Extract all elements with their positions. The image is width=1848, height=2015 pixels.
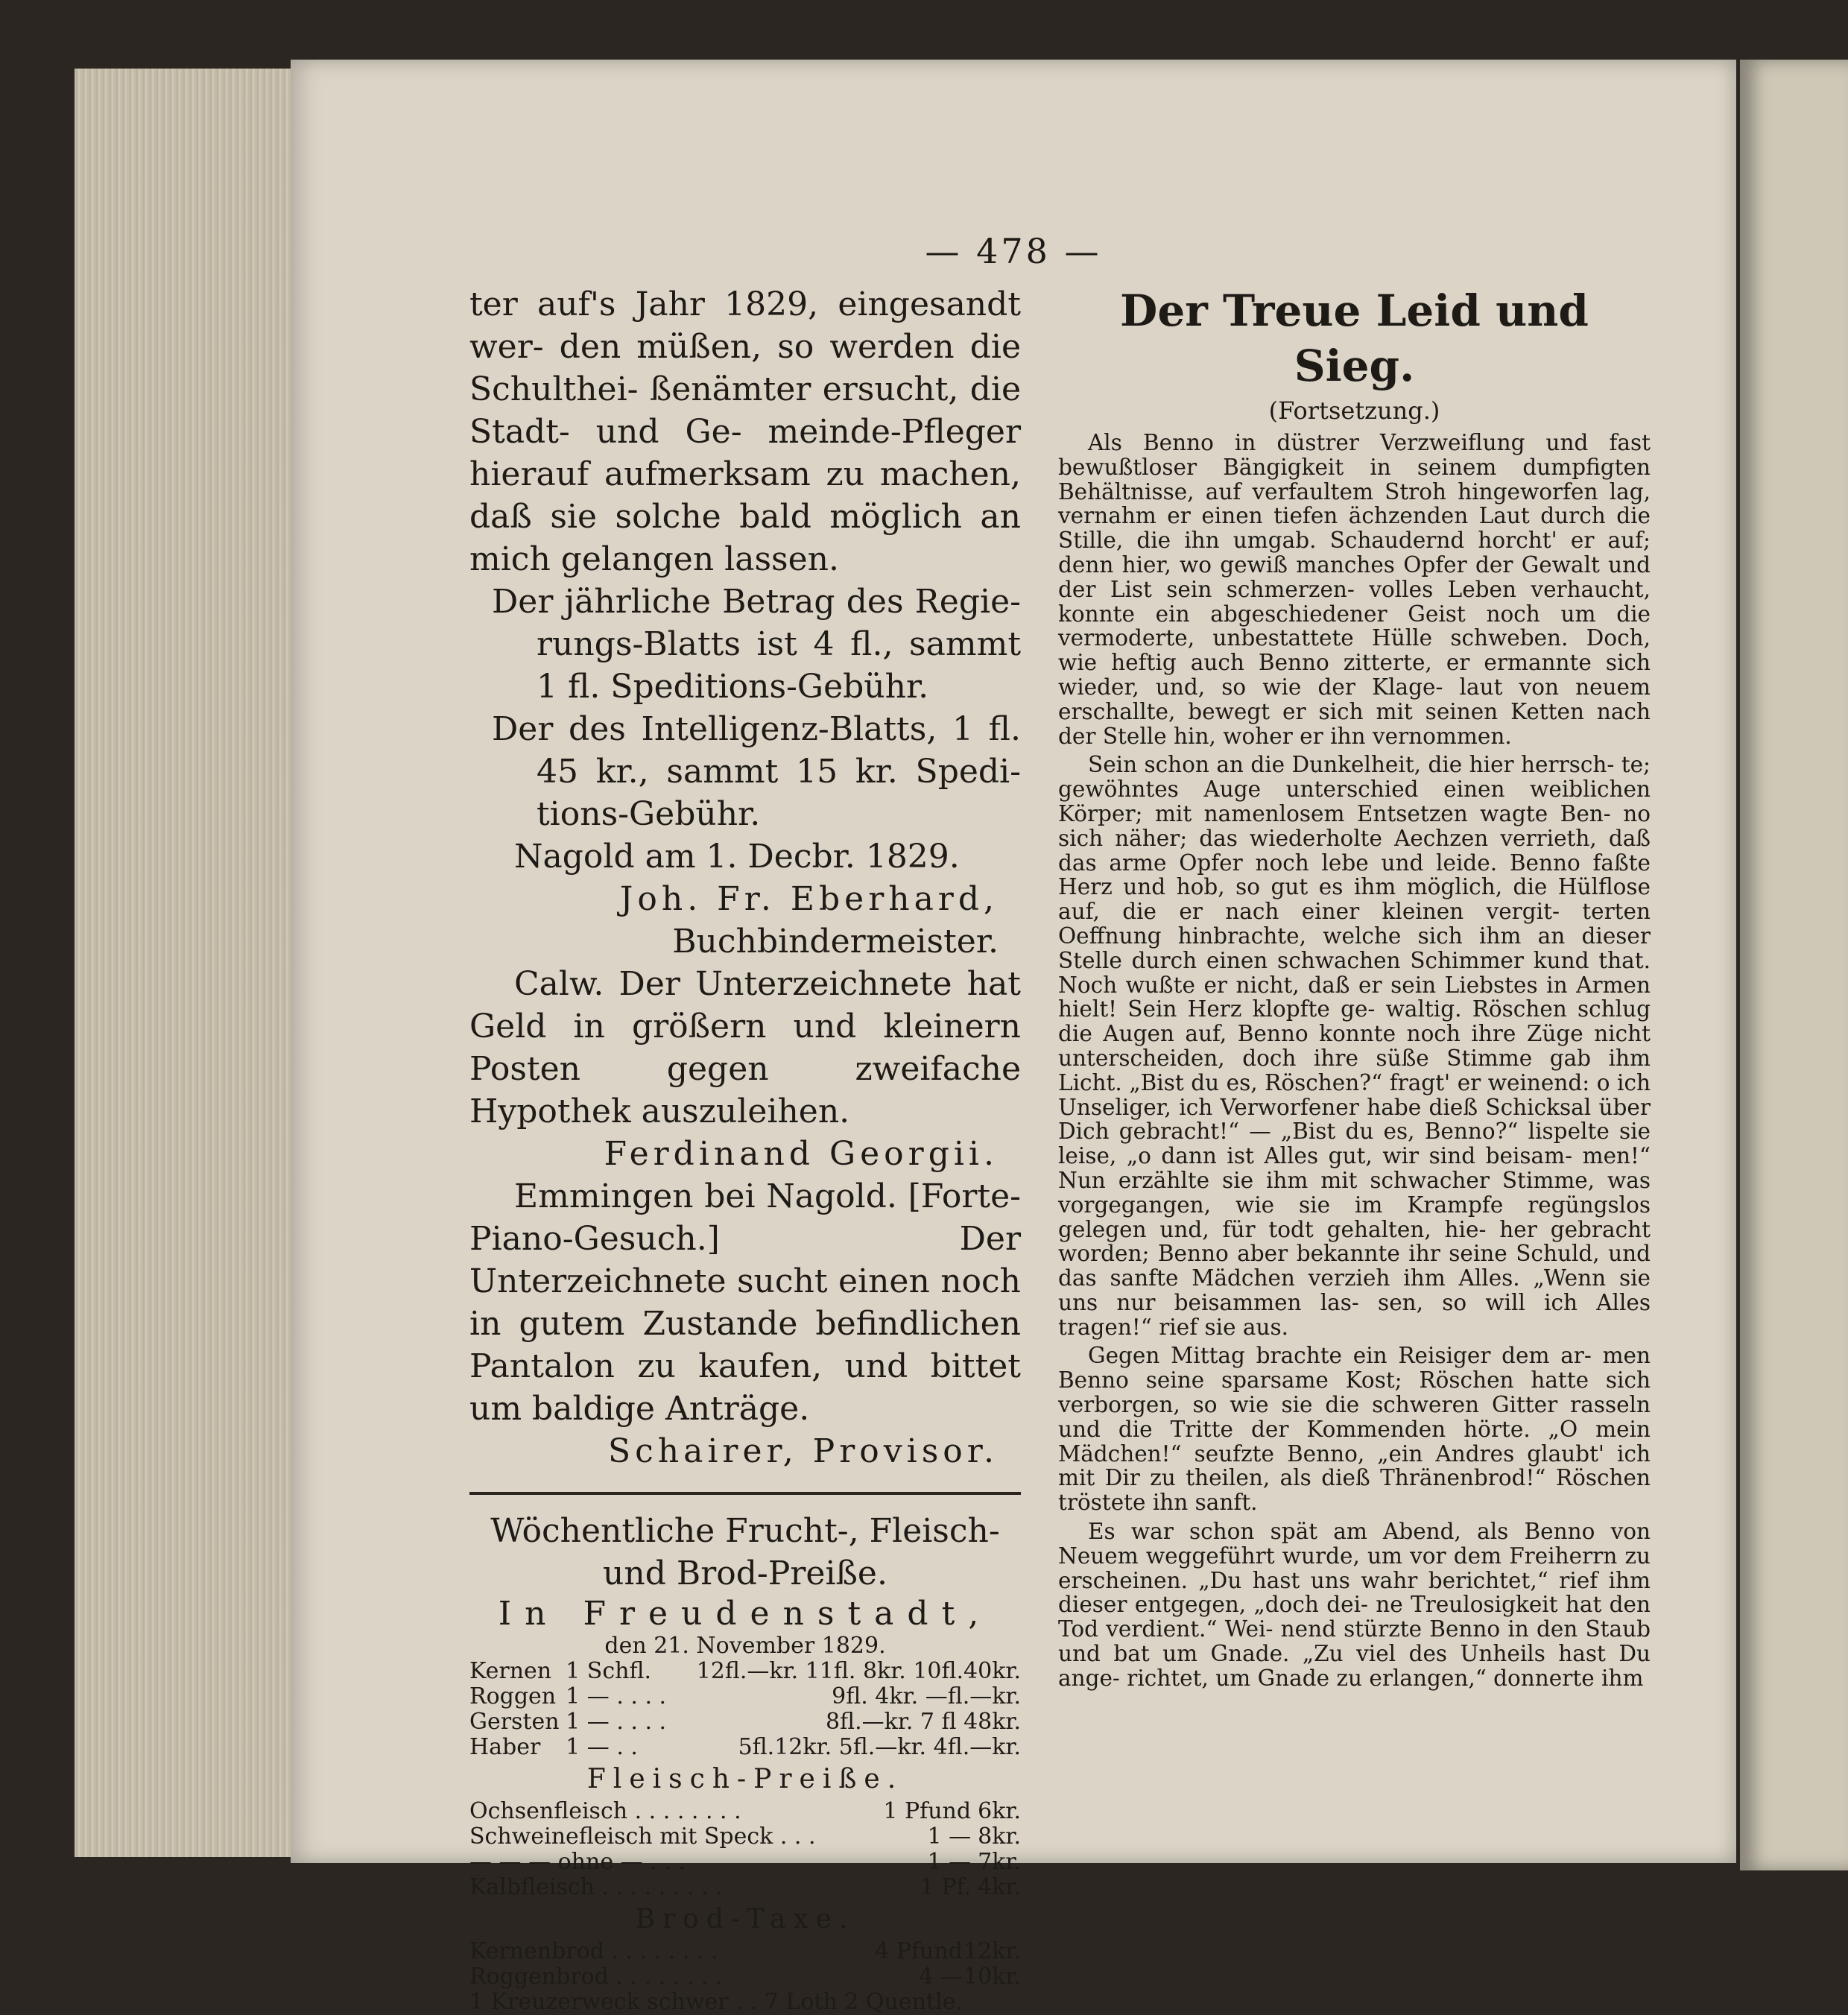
- prices-date: den 21. November 1829.: [604, 1633, 886, 1659]
- book-page-edges: [75, 69, 298, 1857]
- table-row: [469, 1684, 1021, 1709]
- emmingen-ad: Emmingen bei Nagold. [Forte- Piano-Gesuch.] Der Unterzeichnete sucht einen noch in gutem Zustande befindlichen Pantalon zu kaufen, und bittet um baldige Anträge.: [469, 1177, 1021, 1428]
- meat-item: Kalbfleisch . . . . . . . . .: [469, 1874, 723, 1900]
- notice-signature-name: Joh. Fr. Eberhard,: [619, 880, 999, 918]
- notice-paragraph-2: Der jährliche Betrag des Regie- rungs-Blatts ist 4 fl., sammt 1 fl. Speditions-Gebühr.: [492, 583, 1021, 706]
- table-row: [469, 1939, 1021, 1964]
- bread-item: Kernenbrod . . . . . . . .: [469, 1938, 718, 1964]
- meat-item: — — — ohne — . . .: [469, 1849, 686, 1875]
- table-row: [469, 1875, 1021, 1900]
- story-paragraph-4: Es war schon spät am Abend, als Benno von Neuem weggeführt wurde, um vor dem Freiherrn zu erscheinen. „Du hast uns wahr berichtet,“ rief ihm dieser entgegen, „doch dei- ne Treulosigkeit hat den Tod verdient.“ Wei- nend stürzte Benno in den Staub und bat um Gnade. „Zu viel des Unheils hast Du ange- richtet, um Gnade zu erlangen,“ donnerte ihm: [1058, 1519, 1651, 1691]
- right-column: [1058, 283, 1651, 1691]
- notice-place-date: Nagold am 1. Decbr. 1829.: [514, 838, 960, 876]
- notice-paragraph-1: ter auf's Jahr 1829, eingesandt wer- den müßen, so werden die Schulthei- ßenämter ersucht, die Stadt- und Ge- meinde-Pfleger hierauf aufmerksam zu machen, daß sie solche bald möglich an mich gelangen lassen.: [469, 285, 1021, 578]
- grain-prices: 12fl.—kr. 11fl. 8kr. 10fl.40kr.: [696, 1658, 1021, 1684]
- meat-prices-title: Fleisch-Preiße.: [586, 1764, 904, 1794]
- prices-title: Wöchentliche Frucht-, Fleisch- und Brod-Preiße.: [490, 1512, 1000, 1592]
- meat-unit: 1 Pfund: [883, 1798, 972, 1824]
- grain-prices: 8fl.—kr. 7 fl 48kr.: [825, 1709, 1021, 1735]
- bread-item: Roggenbrod . . . . . . . .: [469, 1964, 723, 1990]
- prices-place: In Freudenstadt,: [498, 1595, 993, 1633]
- meat-price-table: [469, 1799, 1021, 1900]
- notice-signature-title: Buchbindermeister.: [672, 923, 999, 961]
- section-divider: [469, 1492, 1021, 1495]
- meat-price: 8kr.: [978, 1823, 1021, 1850]
- story-subtitle: (Fortsetzung.): [1268, 396, 1440, 425]
- facing-page-edge: [1740, 60, 1848, 1870]
- page-number: — 478 —: [925, 231, 1102, 271]
- meat-unit: 1 —: [927, 1823, 972, 1850]
- table-row: [469, 1735, 1021, 1760]
- story-paragraph-3: Gegen Mittag brachte ein Reisiger dem ar- men Benno seine sparsame Kost; Röschen hatte sich verborgen, so wie sie die schweren Gitter rasseln und die Tritte der Kommenden hörte. „O mein Mädchen!“ seufzte Benno, „ein Andres glaubt' ich mit Dir zu theilen, als dieß Thränenbrod!“ Röschen tröstete ihn sanft.: [1058, 1343, 1651, 1516]
- grain-prices: 9fl. 4kr. —fl.—kr.: [832, 1683, 1021, 1709]
- story-paragraph-1: Als Benno in düstrer Verzweiflung und fast bewußtloser Bängigkeit in seinem dumpfigten Behältnisse, auf verfaultem Stroh hingeworfen lag, vernahm er einen tiefen ächzenden Laut durch die Stille, die ihn umgab. Schaudernd horcht' er auf; denn hier, wo gewiß manches Opfer der Gewalt und der List sein schmerzen- volles Leben verhaucht, konnte ein abgeschiedener Geist noch um die vermoderte, unbestattete Hülle schweben. Doch, wie heftig auch Benno zitterte, er ermannte sich wieder, und, so wie der Klage- laut von neuem erschallte, bewegt er sich mit seinen Ketten nach der Stelle hin, woher er ihn vernommen.: [1058, 430, 1651, 749]
- grain-name: Gersten: [469, 1709, 560, 1735]
- table-row: [469, 1850, 1021, 1875]
- grain-prices: 5fl.12kr. 5fl.—kr. 4fl.—kr.: [738, 1734, 1021, 1760]
- bread-price-table: [469, 1939, 1021, 2015]
- bread-unit: 4 Pfund: [875, 1938, 963, 1964]
- meat-price: 6kr.: [978, 1798, 1021, 1824]
- notice-paragraph-3: Der des Intelligenz-Blatts, 1 fl. 45 kr., sammt 15 kr. Spedi- tions-Gebühr.: [492, 710, 1021, 833]
- grain-unit: 1 — . .: [566, 1734, 638, 1760]
- grain-name: Haber: [469, 1734, 541, 1760]
- meat-item: Schweinefleisch mit Speck . . .: [469, 1823, 816, 1850]
- story-title: Der Treue Leid und Sieg.: [1120, 285, 1589, 391]
- bread-item: 1 Kreuzerweck schwer . .: [469, 1989, 757, 2015]
- story-paragraph-2: Sein schon an die Dunkelheit, die hier herrsch- te; gewöhntes Auge unterschied einen weiblichen Körper; mit namenlosem Entsetzen wagte Ben- no sich näher; das wiederholte Aechzen verrieth, daß das arme Opfer noch lebe und leide. Benno faßte Herz und hob, so gut es ihm möglich, die Hülflose auf, die er nach einer kleinen vergit- terten Oeffnung hinbrachte, welche sich ihm an dieser Stelle durch einen schwachen Schimmer kund that. Noch wußte er nicht, daß er sein Liebstes in Armen hielt! Sein Herz klopfte ge- waltig. Röschen schlug die Augen auf, Benno konnte noch ihre Züge nicht unterscheiden, doch ihre süße Stimme gab ihm Licht. „Bist du es, Röschen?“ fragt' er weinend: o ich Unseliger, ich Verworfener habe dieß Schicksal über Dich gebracht!“ — „Bist du es, Benno?“ lispelte sie leise, „o dann ist Alles gut, wir sind beisam- men!“ Nun erzählte sie ihm mit schwacher Stimme, was vorgegangen, wie sie im Krampfe regüngslos gelegen und, für todt gehalten, hie- her gebracht worden; Benno aber bekannte ihr seine Schuld, und das sanfte Mädchen verzieh ihm Alles. „Wenn sie uns nur beisammen las- sen, so will ich Alles tragen!“ rief sie aus.: [1058, 752, 1651, 1340]
- table-row: [469, 1964, 1021, 1990]
- table-row: [469, 1990, 1021, 2015]
- table-row: [469, 1709, 1021, 1735]
- grain-name: Kernen: [469, 1658, 552, 1684]
- meat-item: Ochsenfleisch . . . . . . . .: [469, 1798, 741, 1824]
- meat-price: 4kr.: [978, 1874, 1021, 1900]
- book-page: [291, 60, 1736, 2015]
- grain-name: Roggen: [469, 1683, 557, 1709]
- bread-price: 10kr.: [963, 1964, 1021, 1990]
- table-row: [469, 1799, 1021, 1824]
- calw-signature: Ferdinand Georgii.: [604, 1135, 999, 1173]
- calw-ad: Calw. Der Unterzeichnete hat Geld in größern und kleinern Posten gegen zweifache Hypothek auszuleihen.: [469, 965, 1021, 1130]
- bread-price: 12kr.: [963, 1938, 1021, 1964]
- emmingen-signature: Schairer, Provisor.: [608, 1432, 999, 1470]
- grain-unit: 1 — . . . .: [566, 1709, 667, 1735]
- meat-unit: 1 —: [927, 1849, 972, 1875]
- meat-unit: 1 Pf.: [920, 1874, 972, 1900]
- grain-unit: 1 — . . . .: [566, 1683, 667, 1709]
- bread-unit: 4 —: [919, 1964, 963, 1990]
- bread-prices-title: Brod-Taxe.: [635, 1904, 855, 1935]
- grain-unit: 1 Schfl.: [566, 1658, 652, 1684]
- grain-price-table: [469, 1659, 1021, 1760]
- left-column: [469, 283, 1021, 2015]
- meat-price: 7kr.: [978, 1849, 1021, 1875]
- table-row: [469, 1824, 1021, 1850]
- bread-unit: 7 Loth 2 Quentle.: [764, 1989, 963, 2015]
- table-row: [469, 1659, 1021, 1684]
- bread-price: [963, 1990, 1021, 2015]
